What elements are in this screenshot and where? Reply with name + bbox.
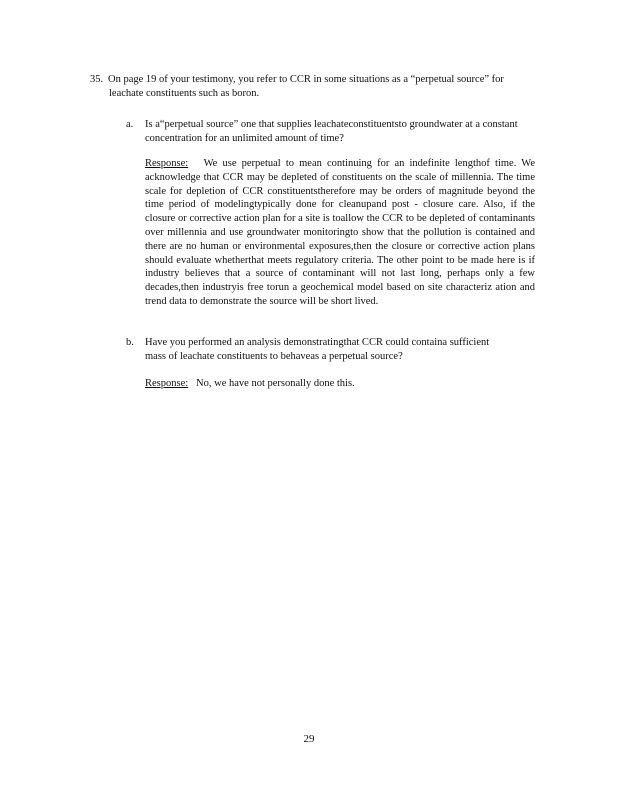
response-text: We use perpetual to mean continuing for an indefinite lengthof time. We acknowledge that CCR may be depleted of constituents on the scale of millennia. The time scale for depletion of CCR constituentstherefore may be orders of magnitude beyond the time period of modelingtypically done for cleanupand post - closure care. Also, if the closure or corrective action plan for a site is toallow the CCR to be depleted of contaminants over millennia and use groundwater monitoringto show that the pollution is contained and there are no human or environmental exposures,then the closure or corrective action plans should evaluate whetherthat meets regulatory criteria. The other point to be made here is if industry believes that a source of contaminant will not last long, perhaps only a few decades,then industryis free torun a geochemical model based on site characteriz ation and trend data to demonstrate the source will be short lived. xyxy=(145,158,535,307)
subquestion-b-response xyxy=(145,377,535,391)
question-text: On page 19 of your testimony, you refer to CCR in some situations as a “perpetual source” for leachate constituents such as boron. xyxy=(108,74,504,99)
question-number: 35. xyxy=(90,74,104,85)
response-label: Response: xyxy=(145,158,189,169)
subquestion-b-text: Have you performed an analysis demonstratingthat CCR could containa sufficient mass of leachate constituents to behaveas a perpetual source? xyxy=(145,337,490,362)
response-text: No, we have not personally done this. xyxy=(196,378,355,389)
subquestion-b-letter: b. xyxy=(126,337,134,348)
subquestion-a-text: Is a“perpetual source” one that supplies leachateconstituentsto groundwater at a constant concentration for an unlimited amount of time? xyxy=(145,119,518,144)
subquestion-a-letter: a. xyxy=(126,119,134,130)
response-label: Response: xyxy=(145,378,189,389)
page-number: 29 xyxy=(303,733,315,745)
subquestion-a-response xyxy=(145,157,535,309)
